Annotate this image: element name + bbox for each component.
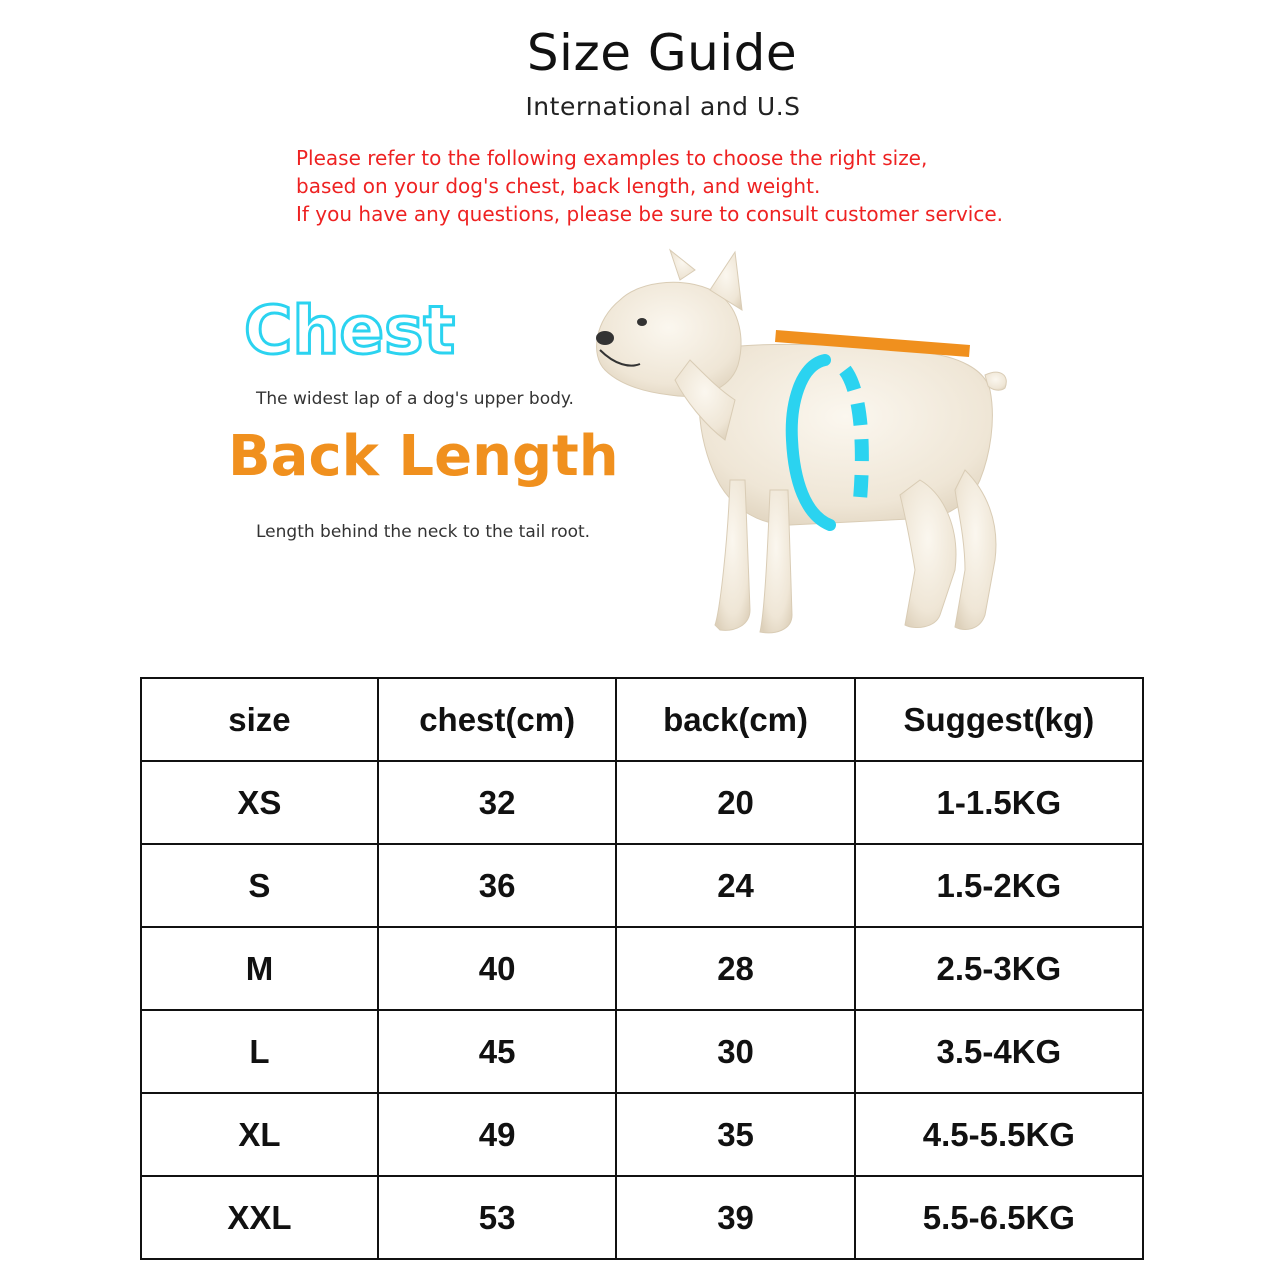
cell-size: M (141, 927, 378, 1010)
cell-chest: 49 (378, 1093, 617, 1176)
notice-text (296, 144, 1116, 228)
dog-illustration (560, 240, 1080, 650)
column-header-weight: Suggest(kg) (855, 678, 1143, 761)
cell-weight: 4.5-5.5KG (855, 1093, 1143, 1176)
cell-chest: 53 (378, 1176, 617, 1259)
page-title: Size Guide (526, 24, 798, 82)
cell-weight: 3.5-4KG (855, 1010, 1143, 1093)
table-header-row (141, 678, 1143, 761)
cell-size: XS (141, 761, 378, 844)
cell-weight: 1-1.5KG (855, 761, 1143, 844)
cell-size: L (141, 1010, 378, 1093)
cell-weight: 5.5-6.5KG (855, 1176, 1143, 1259)
cell-weight: 2.5-3KG (855, 927, 1143, 1010)
notice-line: based on your dog's chest, back length, and weight. (296, 174, 821, 198)
back-length-description: Length behind the neck to the tail root. (256, 522, 591, 542)
table-row (141, 844, 1143, 927)
cell-back: 30 (616, 1010, 854, 1093)
dog-body (597, 250, 1007, 633)
cell-back: 20 (616, 761, 854, 844)
column-header-back: back(cm) (616, 678, 854, 761)
chest-heading: Chest (244, 292, 456, 369)
column-header-size: size (141, 678, 378, 761)
cell-chest: 36 (378, 844, 617, 927)
size-table (140, 677, 1144, 1260)
cell-size: S (141, 844, 378, 927)
cell-back: 39 (616, 1176, 854, 1259)
cell-size: XXL (141, 1176, 378, 1259)
page-subtitle: International and U.S (525, 92, 801, 121)
table-row (141, 1093, 1143, 1176)
cell-back: 35 (616, 1093, 854, 1176)
cell-chest: 40 (378, 927, 617, 1010)
table-row (141, 1010, 1143, 1093)
back-length-heading: Back Length (228, 424, 619, 489)
column-header-chest: chest(cm) (378, 678, 617, 761)
cell-back: 24 (616, 844, 854, 927)
cell-chest: 45 (378, 1010, 617, 1093)
table-row (141, 927, 1143, 1010)
notice-line: If you have any questions, please be sure to consult customer service. (296, 202, 1004, 226)
table-row (141, 761, 1143, 844)
cell-chest: 32 (378, 761, 617, 844)
cell-size: XL (141, 1093, 378, 1176)
chest-description: The widest lap of a dog's upper body. (256, 389, 574, 409)
cell-weight: 1.5-2KG (855, 844, 1143, 927)
notice-line: Please refer to the following examples to choose the right size, (296, 146, 928, 170)
table-row (141, 1176, 1143, 1259)
cell-back: 28 (616, 927, 854, 1010)
